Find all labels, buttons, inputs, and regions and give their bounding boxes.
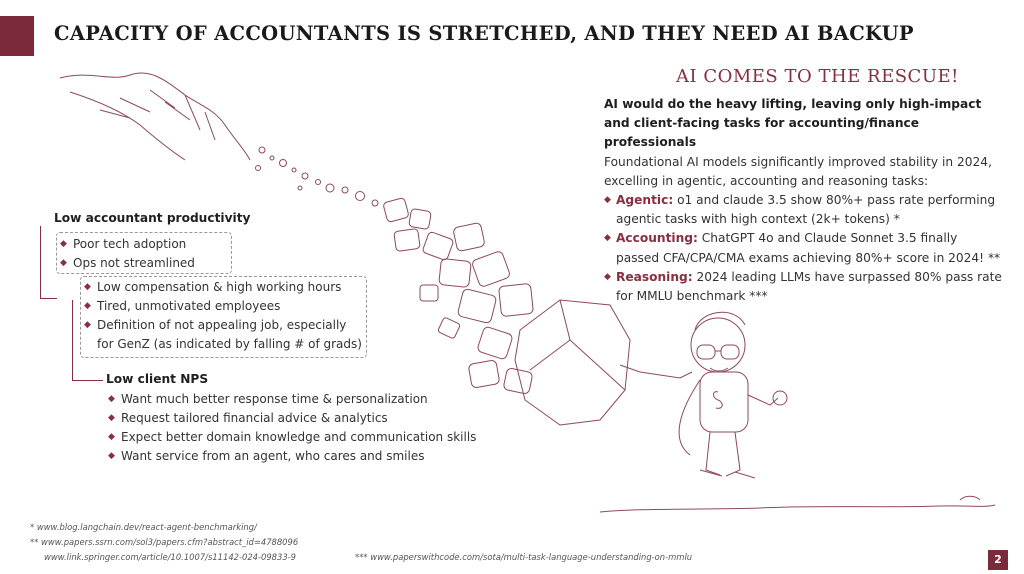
rescue-item-text: o1 and claude 3.5 show 80%+ pass rate performing agentic tasks with high context (2k+ tokens) *: [616, 193, 996, 227]
rescue-item-accounting: [604, 229, 1004, 267]
list-item: ◆ Expect better domain knowledge and communication skills: [108, 428, 476, 447]
rescue-item-text: 2024 leading LLMs have surpassed 80% pass rate for MMLU benchmark ***: [616, 269, 1002, 304]
bullet-icon: ◆: [60, 258, 67, 268]
rescue-lead: AI would do the heavy lifting, leaving only high-impact and client-facing tasks for accounting/finance professionals: [604, 97, 982, 150]
bullet-icon: ◆: [108, 432, 115, 442]
list-item: ◆ Want much better response time & personalization: [108, 390, 476, 409]
rescue-item-text: ChatGPT 4o and Claude Sonnet 3.5 finally passed CFA/CPA/CMA exams achieving 80%+ score in 2024! **: [616, 231, 1001, 265]
productivity-list-2: [84, 278, 362, 354]
bullet-icon: ◆: [604, 271, 611, 282]
rescue-item-label: Reasoning:: [616, 269, 693, 284]
bullet-icon: ◆: [84, 320, 91, 330]
list-item: for GenZ (as indicated by falling # of grads): [97, 337, 362, 351]
list-item: ◆ Ops not streamlined: [60, 254, 195, 273]
rescue-title: AI COMES TO THE RESCUE!: [676, 66, 959, 87]
footnote-3[interactable]: www.link.springer.com/article/10.1007/s11142-024-09833-9: [44, 552, 296, 562]
productivity-heading: Low accountant productivity: [54, 211, 251, 225]
page-title: CAPACITY OF ACCOUNTANTS IS STRETCHED, AND THEY NEED AI BACKUP: [54, 22, 914, 45]
list-item: ◆ Want service from an agent, who cares and smiles: [108, 447, 476, 466]
page-number: 2: [988, 550, 1008, 570]
rescue-section: [604, 95, 1004, 306]
bullet-icon: ◆: [84, 301, 91, 311]
list-item: ◆ Low compensation & high working hours: [84, 278, 362, 297]
bullet-icon: ◆: [84, 282, 91, 292]
list-item: ◆ Definition of not appealing job, especially: [84, 316, 362, 335]
bullet-icon: ◆: [60, 239, 67, 249]
footnote-2[interactable]: ** www.papers.ssrn.com/sol3/papers.cfm?abstract_id=4788096: [30, 537, 299, 547]
list-item: ◆ Poor tech adoption: [60, 235, 195, 254]
rescue-item-reasoning: [604, 268, 1004, 306]
rescue-item-agentic: [604, 191, 1004, 229]
list-item: ◆ Request tailored financial advice & analytics: [108, 409, 476, 428]
bullet-icon: ◆: [108, 451, 115, 461]
bullet-icon: ◆: [604, 233, 611, 244]
footnote-4[interactable]: *** www.paperswithcode.com/sota/multi-task-language-understanding-on-mmlu: [355, 552, 693, 562]
bullet-icon: ◆: [604, 195, 611, 206]
rescue-item-label: Agentic:: [616, 193, 674, 208]
rescue-item-label: Accounting:: [616, 231, 698, 246]
bullet-icon: ◆: [108, 413, 115, 423]
list-item: ◆ Tired, unmotivated employees: [84, 297, 362, 316]
productivity-list-1: [60, 235, 195, 273]
nps-heading: Low client NPS: [106, 372, 209, 386]
connector-line: [40, 226, 57, 299]
bullet-icon: ◆: [108, 394, 115, 404]
rescue-intro: Foundational AI models significantly improved stability in 2024, excelling in agentic, accounting and reasoning tasks:: [604, 154, 992, 188]
footnote-1[interactable]: * www.blog.langchain.dev/react-agent-benchmarking/: [30, 522, 257, 532]
nps-list: [108, 390, 476, 466]
rescue-list: [604, 191, 1004, 306]
